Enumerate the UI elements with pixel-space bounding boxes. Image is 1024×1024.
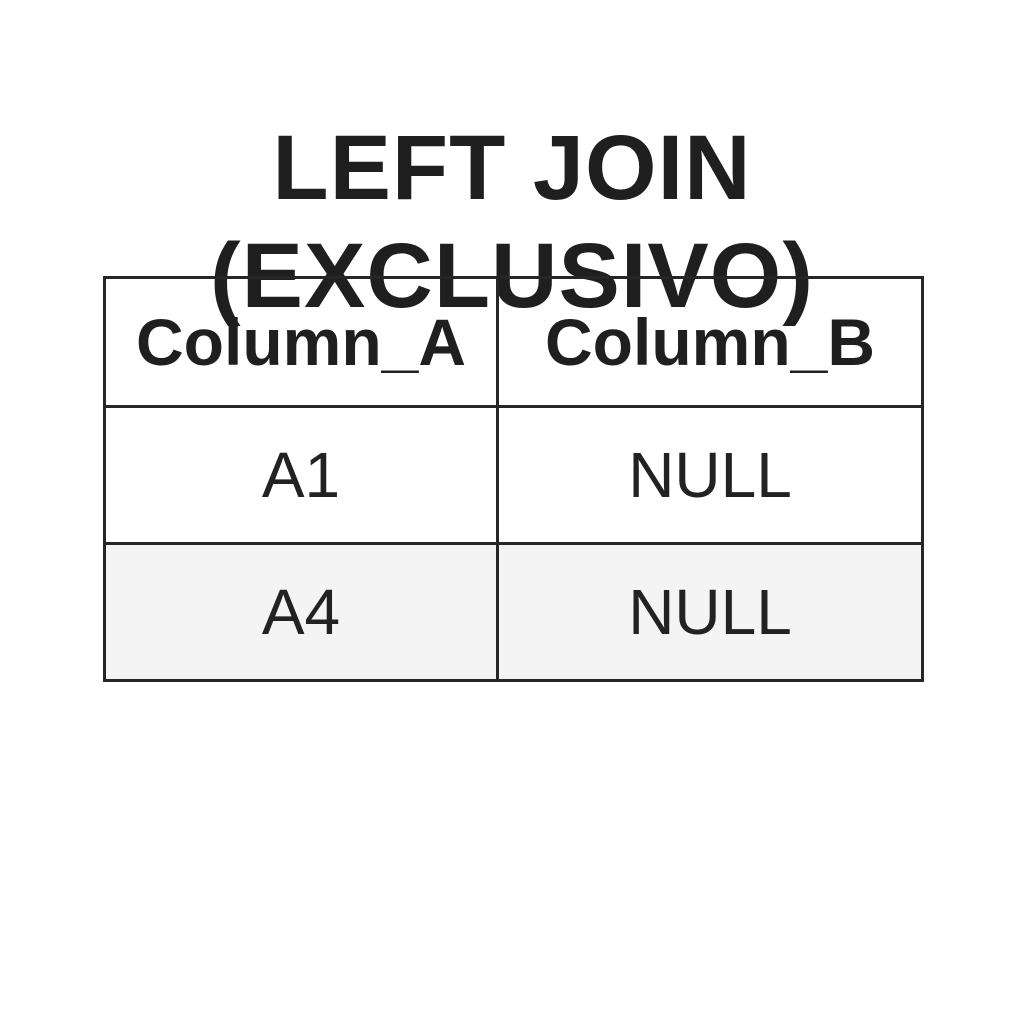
table-row	[105, 544, 923, 681]
column-header-b: Column_B	[498, 278, 923, 407]
table-cell-a: A1	[105, 407, 498, 544]
result-table	[103, 276, 924, 682]
title-line-2: (EXCLUSIVO)	[210, 224, 814, 327]
title-line-1: LEFT JOIN	[272, 116, 752, 219]
table-cell-b: NULL	[498, 544, 923, 681]
table-cell-b: NULL	[498, 407, 923, 544]
table-row	[105, 407, 923, 544]
table-header-row	[105, 278, 923, 407]
table-cell-a: A4	[105, 544, 498, 681]
column-header-a: Column_A	[105, 278, 498, 407]
